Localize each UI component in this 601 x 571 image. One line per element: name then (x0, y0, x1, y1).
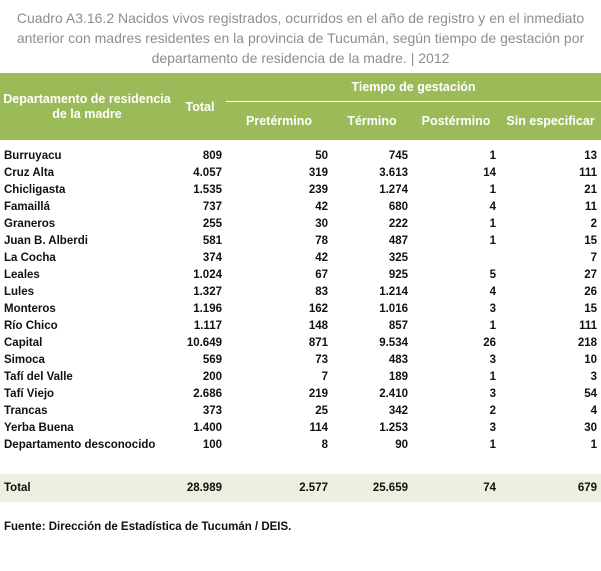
department-cell: Simoca (4, 353, 45, 366)
term-cell: 1.274 (379, 183, 408, 196)
department-cell: Capital (4, 336, 43, 349)
header-total: Total (174, 73, 226, 140)
post-cell: 1 (489, 438, 496, 451)
post-cell: 3 (489, 421, 496, 434)
header-unspecified: Sin especificar (500, 102, 601, 141)
pre-cell: 67 (315, 268, 328, 281)
unsp-cell: 26 (584, 285, 598, 298)
table-row (0, 147, 601, 164)
post-cell: 3 (489, 302, 496, 315)
pre-cell: 114 (309, 421, 328, 434)
pre-cell: 42 (315, 200, 328, 213)
total-cell: 4.057 (193, 166, 222, 179)
pre-cell: 7 (321, 370, 328, 383)
pre-cell: 8 (321, 438, 328, 451)
department-cell: Departamento desconocido (4, 438, 156, 451)
total-cell: 255 (202, 217, 222, 230)
post-cell: 4 (489, 285, 496, 298)
department-cell: Total (0, 474, 174, 502)
header-department: Departamento de residencia de la madre (0, 73, 174, 140)
total-cell: 2.686 (193, 387, 222, 400)
header-term: Término (332, 102, 412, 141)
term-cell: 1.016 (379, 302, 408, 315)
term-cell: 745 (388, 149, 408, 162)
department-cell: Graneros (4, 217, 56, 230)
table-row (0, 368, 601, 385)
unsp-cell: 11 (584, 200, 598, 213)
pre-cell: 148 (308, 319, 328, 332)
unsp-cell: 4 (590, 404, 598, 417)
department-cell: Trancas (4, 404, 48, 417)
department-cell: Tafí del Valle (4, 370, 73, 383)
post-cell: 1 (489, 370, 496, 383)
pre-cell: 319 (308, 166, 328, 179)
unsp-cell: 15 (584, 302, 598, 315)
total-cell: 1.196 (193, 302, 222, 315)
table-row (0, 249, 601, 266)
unsp-cell: 7 (590, 251, 598, 264)
pre-cell: 73 (315, 353, 328, 366)
pre-cell: 25 (315, 404, 328, 417)
total-cell: 1.535 (193, 183, 222, 196)
unsp-cell: 111 (579, 166, 598, 179)
pre-cell: 219 (308, 387, 328, 400)
term-cell: 483 (388, 353, 408, 366)
total-cell: 1.327 (193, 285, 222, 298)
total-cell: 10.649 (186, 336, 222, 349)
table-row (0, 198, 601, 215)
title-line: departamento de residencia de la madre. | 2012 (151, 50, 450, 66)
total-cell: 1.400 (193, 421, 222, 434)
term-cell: 1.253 (379, 421, 408, 434)
unsp-cell: 21 (584, 183, 598, 196)
total-cell: 373 (202, 404, 222, 417)
table-row (0, 300, 601, 317)
department-cell: Monteros (4, 302, 56, 315)
total-cell: 569 (202, 353, 222, 366)
total-cell: 1.117 (193, 319, 222, 332)
post-cell: 3 (489, 353, 496, 366)
pre-cell: 42 (315, 251, 328, 264)
total-cell: 1.024 (193, 268, 222, 281)
table-body (0, 140, 601, 502)
term-cell: 680 (388, 200, 408, 213)
department-cell: Juan B. Alberdi (4, 234, 88, 247)
pre-cell: 239 (308, 183, 328, 196)
pre-cell: 871 (308, 336, 328, 349)
post-cell: 1 (489, 234, 496, 247)
pre-cell: 162 (308, 302, 328, 315)
post-cell: 3 (489, 387, 496, 400)
unsp-cell: 111 (579, 319, 598, 332)
term-cell: 1.214 (379, 285, 408, 298)
header-postterm: Postérmino (412, 102, 500, 141)
table-row (0, 266, 601, 283)
department-cell: Yerba Buena (4, 421, 74, 434)
pre-cell: 2.577 (226, 474, 332, 502)
total-cell: 28.989 (174, 474, 226, 502)
unsp-cell: 3 (590, 370, 598, 383)
post-cell: 2 (489, 404, 496, 417)
term-cell: 2.410 (379, 387, 408, 400)
department-cell: Leales (4, 268, 40, 281)
term-cell: 25.659 (332, 474, 412, 502)
post-cell: 5 (489, 268, 496, 281)
department-cell: Chicligasta (4, 183, 66, 196)
post-cell: 1 (489, 149, 496, 162)
pre-cell: 50 (315, 149, 328, 162)
term-cell: 90 (395, 438, 408, 451)
unsp-cell: 10 (584, 353, 598, 366)
post-cell: 1 (489, 217, 496, 230)
pre-cell: 83 (315, 285, 328, 298)
table-row (0, 351, 601, 368)
term-cell: 857 (388, 319, 408, 332)
term-cell: 222 (388, 217, 408, 230)
unsp-cell: 218 (577, 336, 598, 349)
total-cell: 737 (202, 200, 222, 213)
term-cell: 487 (388, 234, 408, 247)
unsp-cell: 1 (590, 438, 598, 451)
department-cell: Lules (4, 285, 35, 298)
unsp-cell: 27 (584, 268, 598, 281)
total-cell: 200 (202, 370, 222, 383)
unsp-cell: 54 (584, 387, 598, 400)
table-row (0, 317, 601, 334)
unsp-cell: 30 (584, 421, 598, 434)
title-line: Cuadro A3.16.2 Nacidos vivos registrados, ocurridos en el año de registro y en el inmediato (16, 10, 585, 26)
table-title (0, 8, 601, 68)
post-cell: 14 (483, 166, 496, 179)
department-cell: Famaillá (4, 200, 51, 213)
post-cell: 26 (483, 336, 496, 349)
term-cell: 9.534 (379, 336, 408, 349)
table-row (0, 334, 601, 351)
post-cell: 1 (489, 319, 496, 332)
header-gestation: Tiempo de gestación (226, 73, 601, 102)
unsp-cell: 2 (590, 217, 598, 230)
department-cell: Cruz Alta (4, 166, 55, 179)
term-cell: 342 (388, 404, 408, 417)
total-cell: 581 (202, 234, 222, 247)
gestation-table (0, 73, 601, 502)
table-row (0, 215, 601, 232)
term-cell: 3.613 (379, 166, 408, 179)
total-cell: 809 (202, 149, 222, 162)
department-cell: La Cocha (4, 251, 56, 264)
term-cell: 189 (388, 370, 408, 383)
title-line: anterior con madres residentes en la provincia de Tucumán, según tiempo de gestación por (16, 30, 585, 46)
total-cell: 374 (202, 251, 222, 264)
term-cell: 925 (388, 268, 408, 281)
pre-cell: 78 (315, 234, 328, 247)
total-cell: 100 (202, 438, 222, 451)
table-row (0, 232, 601, 249)
source-note: Fuente: Dirección de Estadística de Tucumán / DEIS. (4, 521, 292, 533)
post-cell: 1 (489, 183, 496, 196)
department-cell: Burruyacu (4, 149, 62, 162)
table-row (0, 436, 601, 453)
total-row (0, 474, 601, 502)
table-row (0, 181, 601, 198)
unsp-cell: 679 (500, 474, 601, 502)
table-row (0, 164, 601, 181)
post-cell: 4 (489, 200, 496, 213)
unsp-cell: 15 (584, 234, 598, 247)
table-row (0, 385, 601, 402)
department-cell: Río Chico (4, 319, 58, 332)
post-cell: 74 (412, 474, 500, 502)
department-cell: Tafí Viejo (4, 387, 55, 400)
post-cell (412, 249, 500, 266)
unsp-cell: 13 (584, 149, 598, 162)
table-row (0, 402, 601, 419)
term-cell: 325 (388, 251, 408, 264)
header-preterm: Pretérmino (226, 102, 332, 141)
pre-cell: 30 (315, 217, 328, 230)
table-row (0, 283, 601, 300)
table-row (0, 419, 601, 436)
